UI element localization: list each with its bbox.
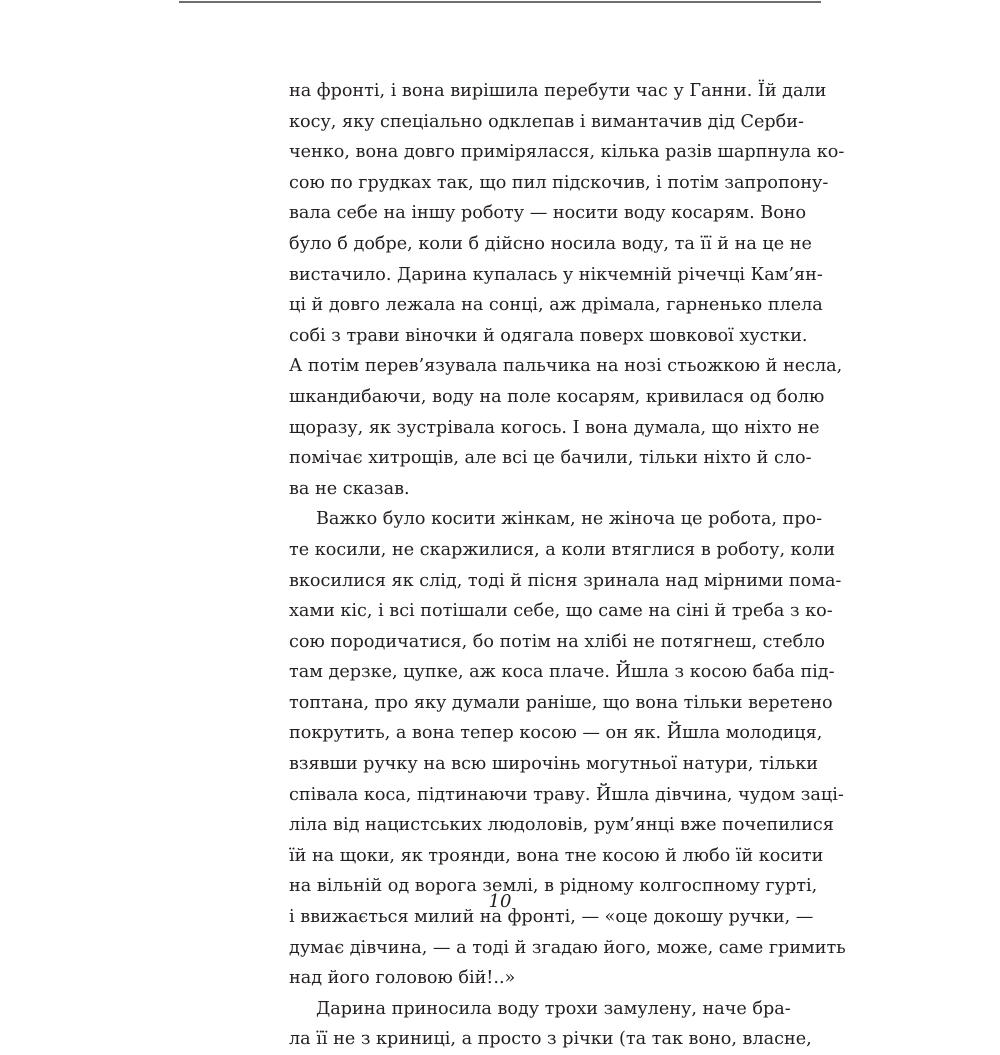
- text-line: ла її не з криниці, а просто з річки (та так воно, власне,: [289, 1029, 812, 1050]
- text-line: топтана, про яку думали раніше, що вона тільки веретено: [289, 692, 833, 713]
- text-line: на фронті, і вона вирішила перебути час у Ганни. Їй дали: [289, 81, 827, 101]
- text-line: і ввижається милий на фронті, — «оце докошу ручки, —: [289, 907, 814, 928]
- text-line: ліла від нацистських людоловів, рум’янці вже почепилися: [289, 815, 834, 836]
- text-line: покрутить, а вона тепер косою — он як. Йшла молодиця,: [289, 723, 823, 744]
- text-line: ва не сказав.: [289, 478, 410, 499]
- text-line: помічає хитрощів, але всі це бачили, тільки ніхто й сло-: [289, 448, 812, 469]
- text-line: косу, яку спеціально одклепав і вимантачив дід Серби-: [289, 111, 804, 132]
- text-line: думає дівчина, — а тоді й згадаю його, може, саме гримить: [289, 937, 846, 958]
- page-number: 10: [488, 891, 512, 912]
- top-rule: [179, 1, 821, 3]
- text-line: там дерзке, цупке, аж коса плаче. Йшла з косою баба під-: [289, 662, 835, 683]
- text-line: те косили, не скаржилися, а коли втяглися в роботу, коли: [289, 539, 836, 560]
- text-line: ченко, вона довго приміряласся, кілька разів шарпнула ко-: [289, 142, 845, 163]
- text-line: Дарина приносила воду трохи замулену, наче бра-: [316, 998, 791, 1019]
- text-line: Важко було косити жінкам, не жіноча це робота, про-: [316, 509, 823, 530]
- text-line: взявши ручку на всю широчінь могутньої натури, тільки: [289, 754, 818, 775]
- text-line: сою по грудках так, що пил підскочив, і потім запропону-: [289, 172, 829, 193]
- text-line: хами кіс, і всі потішали себе, що саме на сіні й треба з ко-: [289, 601, 833, 622]
- text-line: А потім перев’язувала пальчика на нозі стьожкою й несла,: [289, 356, 843, 377]
- text-line: на вільній од ворога землі, в рідному колгоспному гурті,: [289, 876, 818, 897]
- text-line: над його головою бій!..»: [289, 968, 516, 989]
- text-line: сою породичатися, бо потім на хлібі не потягнеш, стебло: [289, 631, 826, 652]
- text-line: собі з трави віночки й одягала поверх шовкової хустки.: [289, 325, 808, 346]
- text-line: щоразу, як зустрівала когось. І вона думала, що ніхто не: [289, 417, 820, 438]
- text-line: було б добре, коли б дійсно носила воду, та її й на це не: [289, 233, 812, 254]
- text-line: вистачило. Дарина купалась у нікчемній річечці Кам’ян-: [289, 264, 823, 285]
- text-line: ці й довго лежала на сонці, аж дрімала, гарненько плела: [289, 295, 823, 316]
- text-line: вала себе на іншу роботу — носити воду косарям. Воно: [289, 203, 807, 224]
- text-line: співала коса, підтинаючи траву. Йшла дівчина, чудом заці-: [289, 784, 844, 805]
- text-line: шкандибаючи, воду на поле косарям, кривилася од болю: [289, 386, 825, 407]
- text-line: вкосилися як слід, тоді й пісня зринала над мірними пома-: [289, 570, 842, 591]
- text-line: їй на щоки, як троянди, вона тне косою й любо їй косити: [289, 845, 824, 866]
